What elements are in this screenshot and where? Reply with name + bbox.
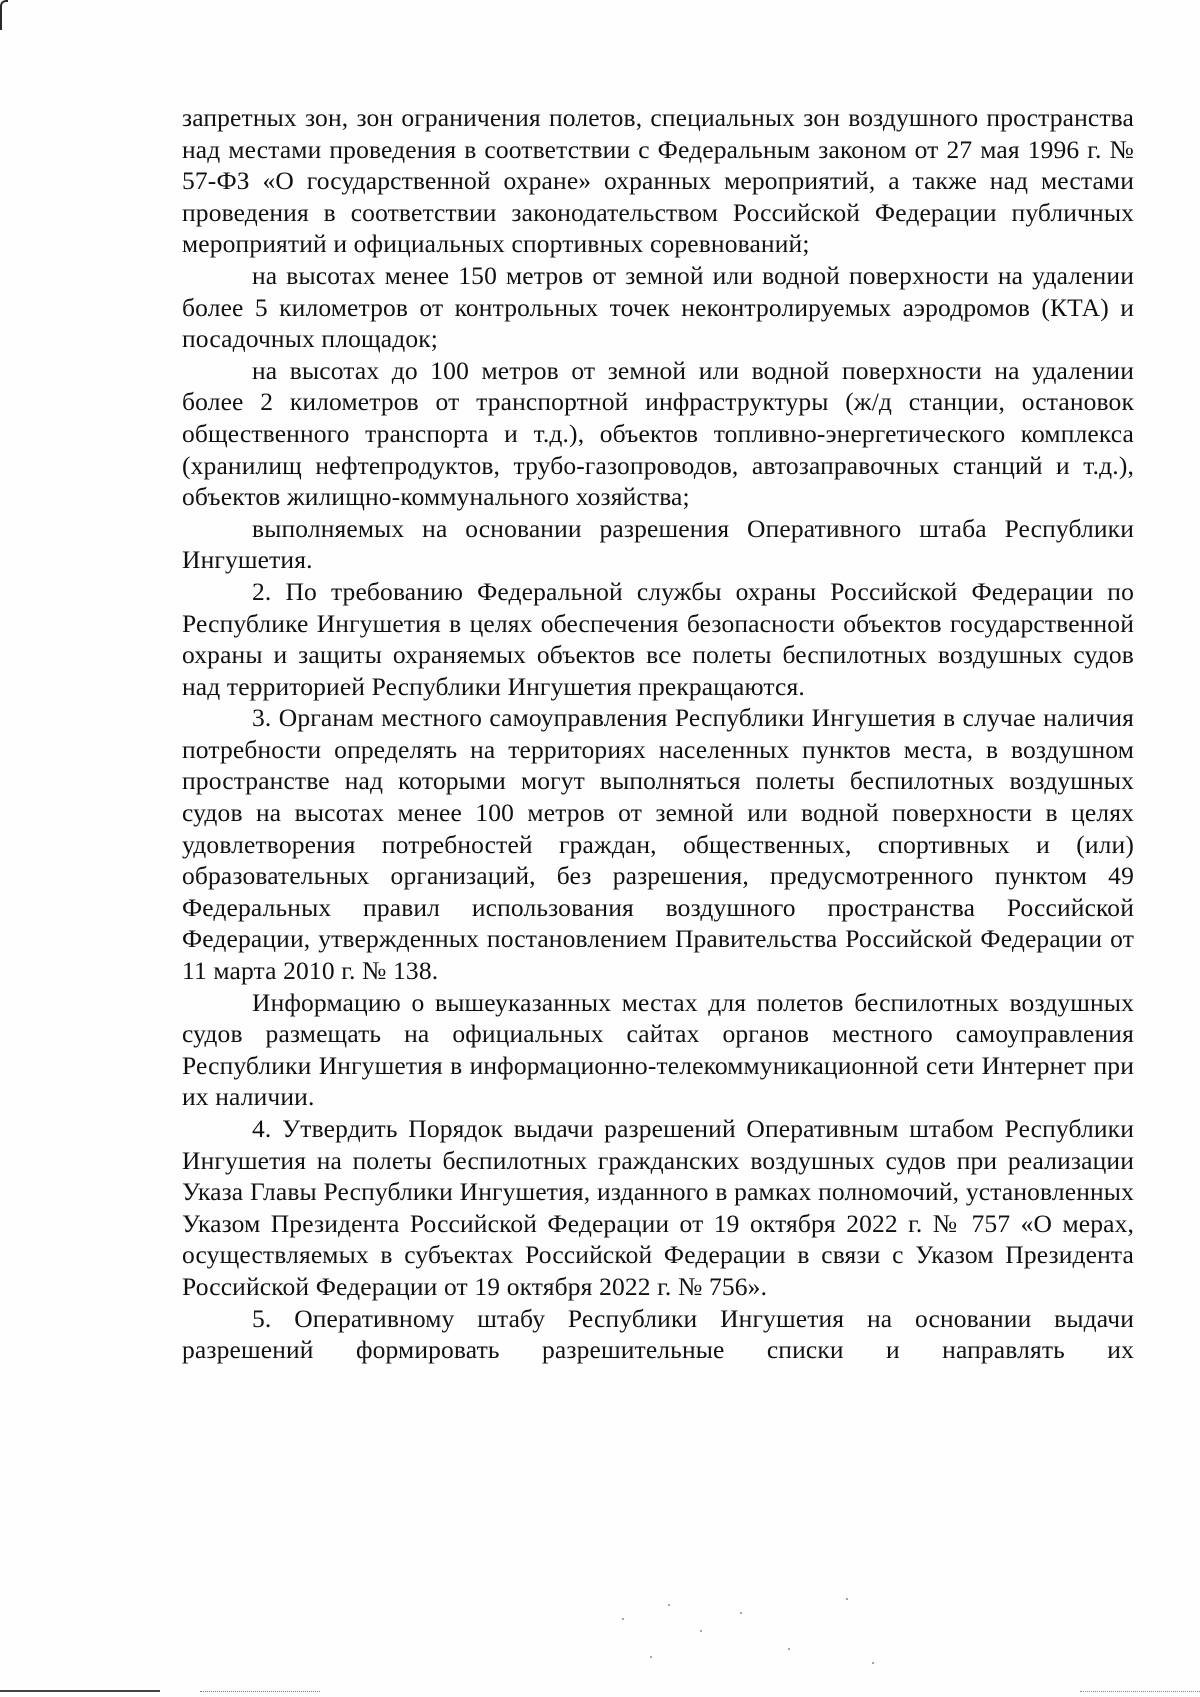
scan-noise-specks xyxy=(610,1590,910,1670)
paragraph-item-4: 4. Утвердить Порядок выдачи разрешений Оперативным штабом Республики Ингушетия на полеты беспилотных гражданских воздушных судов при реализации Указа Главы Республики Ингушетия, изданного в рамках полномочий, установленных Указом Президента Российской Федерации от 19 октября 2022 г. № 757 «О мерах, осуществляемых в субъектах Российской Федерации в связи с Указом Президента Российской Федерации от 19 октября 2022 г. № 756». xyxy=(182,1114,1134,1301)
paragraph-restricted-zones: запретных зон, зон ограничения полетов, специальных зон воздушного пространства над местами проведения в соответствии с Федеральным законом от 27 мая 1996 г. № 57-ФЗ «О государственной охране» охранных мероприятий, а также над местами проведения в соответствии законодательством Российской Федерации публичных мероприятий и официальных спортивных соревнований; xyxy=(182,103,1134,259)
scan-bottom-dots xyxy=(200,1691,320,1692)
paragraph-operative-permission: выполняемых на основании разрешения Оперативного штаба Республики Ингушетия. xyxy=(182,513,1134,575)
document-body xyxy=(182,102,1134,1366)
paragraph-item-2: 2. По требованию Федеральной службы охраны Российской Федерации по Республике Ингушетия в целях обеспечения безопасности объектов государственной охраны и защиты охраняемых объектов все полеты беспилотных воздушных судов над территорией Республики Ингушетия прекращаются. xyxy=(182,576,1134,701)
paragraph-heights-100: на высотах до 100 метров от земной или водной поверхности на удалении более 2 километров от транспортной инфраструктуры (ж/д станции, остановок общественного транспорта и т.д.), объектов топливно-энергетического комплекса (хранилищ нефтепродуктов, трубо-газопроводов, автозаправочных станций и т.д.), объектов жилищно-коммунального хозяйства; xyxy=(182,355,1134,512)
paragraph-item-5: 5. Оперативному штабу Республики Ингушетия на основании выдачи разрешений формировать разрешительные списки и направлять их xyxy=(182,1303,1134,1365)
scan-bottom-dots-right xyxy=(1080,1691,1200,1692)
scan-corner-mark xyxy=(0,0,8,30)
paragraph-item-3-info: Информацию о вышеуказанных местах для полетов беспилотных воздушных судов размещать на официальных сайтах органов местного самоуправления Республики Ингушетия в информационно-телекоммуникационной сети Интернет при их наличии. xyxy=(182,987,1134,1112)
scan-bottom-edge xyxy=(0,1690,160,1692)
paragraph-heights-150: на высотах менее 150 метров от земной или водной поверхности на удалении более 5 километров от контрольных точек неконтролируемых аэродромов (КТА) и посадочных площадок; xyxy=(182,260,1134,354)
paragraph-item-3: 3. Органам местного самоуправления Республики Ингушетия в случае наличия потребности определять на территориях населенных пунктов места, в воздушном пространстве над которыми могут выполняться полеты беспилотных воздушных судов на высотах менее 100 метров от земной или водной поверхности в целях удовлетворения потребностей граждан, общественных, спортивных и (или) образовательных организаций, без разрешения, предусмотренного пунктом 49 Федеральных правил использования воздушного пространства Российской Федерации, утвержденных постановлением Правительства Российской Федерации от 11 марта 2010 г. № 138. xyxy=(182,703,1134,986)
